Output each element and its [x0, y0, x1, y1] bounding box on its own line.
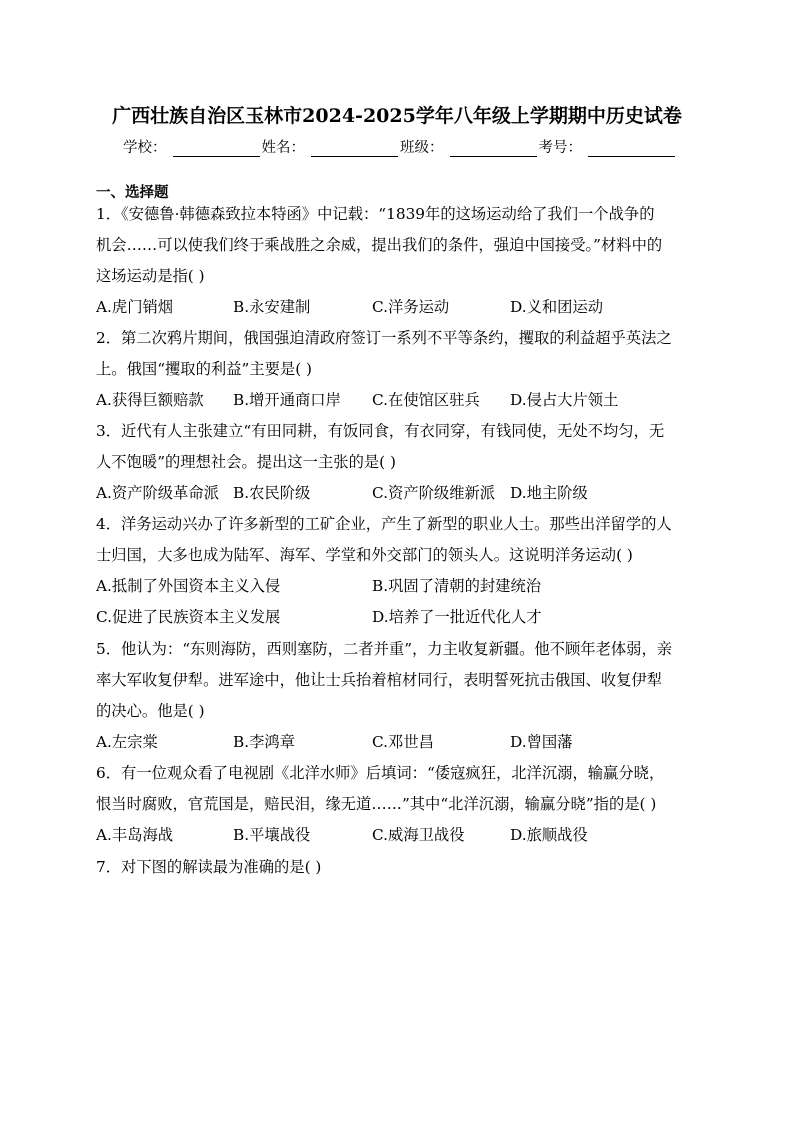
question-1-option-a: A.虎门销烟 — [96, 298, 174, 316]
question-1-option-c: C.洋务运动 — [372, 298, 450, 316]
exam-title: 广西壮族自治区玉林市2024-2025学年八年级上学期期中历史试卷 — [112, 105, 682, 127]
question-1-option-b: B.永安建制 — [233, 298, 311, 316]
question-4-option-d: D.培养了一批近代化人才 — [372, 608, 542, 626]
question-5-option-d: D.曾国藩 — [510, 733, 573, 751]
student-info-row — [123, 136, 677, 157]
question-2-option-c: C.在使馆区驻兵 — [372, 391, 480, 409]
class-label: 班级： — [400, 140, 444, 156]
question-2-line-2: 上。俄国“攫取的利益”主要是( ) — [96, 360, 313, 378]
question-3-option-d: D.地主阶级 — [510, 484, 588, 502]
question-2-option-b: B.增开通商口岸 — [233, 391, 341, 409]
question-2-option-a: A.获得巨额赔款 — [96, 391, 204, 409]
question-6-option-d: D.旅顺战役 — [510, 826, 588, 844]
question-5-option-b: B.李鸿章 — [233, 733, 295, 751]
question-6-line-1: 6．有一位观众看了电视剧《北洋水师》后填词：“倭寇疯狂，北洋沉溺，输赢分晓， — [96, 764, 665, 782]
question-5-option-a: A.左宗棠 — [96, 733, 158, 751]
question-3-line-2: 人不饱暖”的理想社会。提出这一主张的是( ) — [96, 453, 396, 471]
question-1-line-2: 机会……可以使我们终于乘战胜之余威，提出我们的条件，强迫中国接受。”材料中的 — [96, 236, 663, 254]
question-4-line-1: 4．洋务运动兴办了许多新型的工矿企业，产生了新型的职业人士。那些出洋留学的人 — [96, 515, 672, 533]
question-5-line-1: 5．他认为：“东则海防，西则塞防，二者并重”，力主收复新疆。他不顾年老体弱，亲 — [96, 640, 673, 658]
question-6-option-c: C.威海卫战役 — [372, 826, 465, 844]
question-1-line-1: 1．《安德鲁·韩德森致拉本特函》中记载：“1839年的这场运动给了我们一个战争的 — [96, 205, 655, 223]
name-blank — [311, 140, 398, 157]
question-1-line-3: 这场运动是指( ) — [96, 267, 205, 285]
question-4-option-b: B.巩固了清朝的封建统治 — [372, 577, 542, 595]
question-3-option-b: B.农民阶级 — [233, 484, 311, 502]
question-4-option-a: A.抵制了外国资本主义入侵 — [96, 577, 281, 595]
question-6-option-b: B.平壤战役 — [233, 826, 311, 844]
question-5-line-2: 率大军收复伊犁。进军途中，他让士兵抬着棺材同行，表明誓死抗击俄国、收复伊犁 — [96, 671, 662, 689]
section-heading: 一、选择题 — [96, 184, 169, 201]
question-6-line-2: 恨当时腐败，官荒国是，赔民泪，缘无道……”其中“北洋沉溺，输赢分晓”指的是( ) — [96, 795, 657, 813]
question-7-line-1: 7．对下图的解读最为准确的是( ) — [96, 858, 322, 876]
question-5-line-3: 的决心。他是( ) — [96, 702, 205, 720]
question-3-line-1: 3．近代有人主张建立“有田同耕，有饭同食，有衣同穿，有钱同使，无处不均匀，无 — [96, 422, 665, 440]
question-3-option-c: C.资产阶级维新派 — [372, 484, 496, 502]
school-label: 学校： — [123, 140, 167, 156]
question-3-option-a: A.资产阶级革命派 — [96, 484, 219, 502]
question-5-option-c: C.邓世昌 — [372, 733, 434, 751]
number-label: 考号： — [538, 140, 582, 156]
question-2-line-1: 2．第二次鸦片期间，俄国强迫清政府签订一系列不平等条约，攫取的利益超乎英法之 — [96, 329, 672, 347]
question-1-option-d: D.义和团运动 — [510, 298, 604, 316]
school-blank — [173, 140, 260, 157]
number-blank — [588, 140, 675, 157]
class-blank — [450, 140, 537, 157]
name-label: 姓名： — [261, 140, 305, 156]
question-4-option-c: C.促进了民族资本主义发展 — [96, 608, 281, 626]
question-2-option-d: D.侵占大片领土 — [510, 391, 619, 409]
question-4-line-2: 士归国，大多也成为陆军、海军、学堂和外交部门的领头人。这说明洋务运动( ) — [96, 546, 633, 564]
question-6-option-a: A.丰岛海战 — [96, 826, 174, 844]
